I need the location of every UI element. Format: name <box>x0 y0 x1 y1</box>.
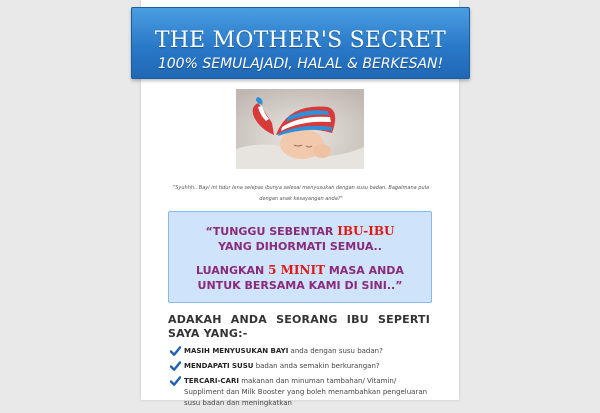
quote-line-2 <box>169 263 431 293</box>
quote-box <box>168 211 432 303</box>
list-item <box>170 376 432 409</box>
check-icon <box>170 361 181 372</box>
quote-highlight-minit: 5 MINIT <box>268 263 326 277</box>
check-icon <box>170 376 181 387</box>
photo-caption: "Syuhhh.. Bayi ini tidur lena selepas ibunya selesai menyusukan dengan susu badan. Bagaimana pula dengan anak kesayangan anda?" <box>172 185 430 202</box>
quote-line-1-suffix: YANG DIHORMATI SEMUA.. <box>218 240 382 253</box>
list-item-bold: MENDAPATI SUSU <box>184 362 254 370</box>
baby-photo <box>236 89 364 169</box>
list-item <box>170 346 432 357</box>
quote-line-1-prefix: “TUNGGU SEBENTAR <box>205 225 334 238</box>
list-item-text: anda dengan susu badan? <box>290 347 383 355</box>
list-item-text: makanan dan minuman tambahan/ Vitamin/ Suppliment dan Milk Booster yang boleh menambahkan pengeluaran susu badan dan meningkatkan <box>184 377 428 407</box>
site-header <box>131 7 470 79</box>
list-item-text: badan anda semakin berkurangan? <box>255 362 380 370</box>
list-item-bold: TERCARI-CARI <box>184 377 239 385</box>
site-title: THE MOTHER'S SECRET <box>154 28 447 53</box>
section-heading: ADAKAH ANDA SEORANG IBU SEPERTI SAYA YANG:- <box>168 313 430 340</box>
quote-line-1 <box>169 224 431 254</box>
check-icon <box>170 346 181 357</box>
checklist <box>170 346 432 413</box>
list-item <box>170 361 432 372</box>
quote-highlight-ibu: IBU-IBU <box>337 224 395 238</box>
site-tagline: 100% SEMULAJADI, HALAL & BERKESAN! <box>157 56 444 72</box>
quote-line-2-suffix: MASA ANDA UNTUK BERSAMA KAMI DI SINI..” <box>197 264 404 292</box>
quote-line-2-prefix: LUANGKAN <box>196 264 265 277</box>
list-item-bold: MASIH MENYUSUKAN BAYI <box>184 347 289 355</box>
